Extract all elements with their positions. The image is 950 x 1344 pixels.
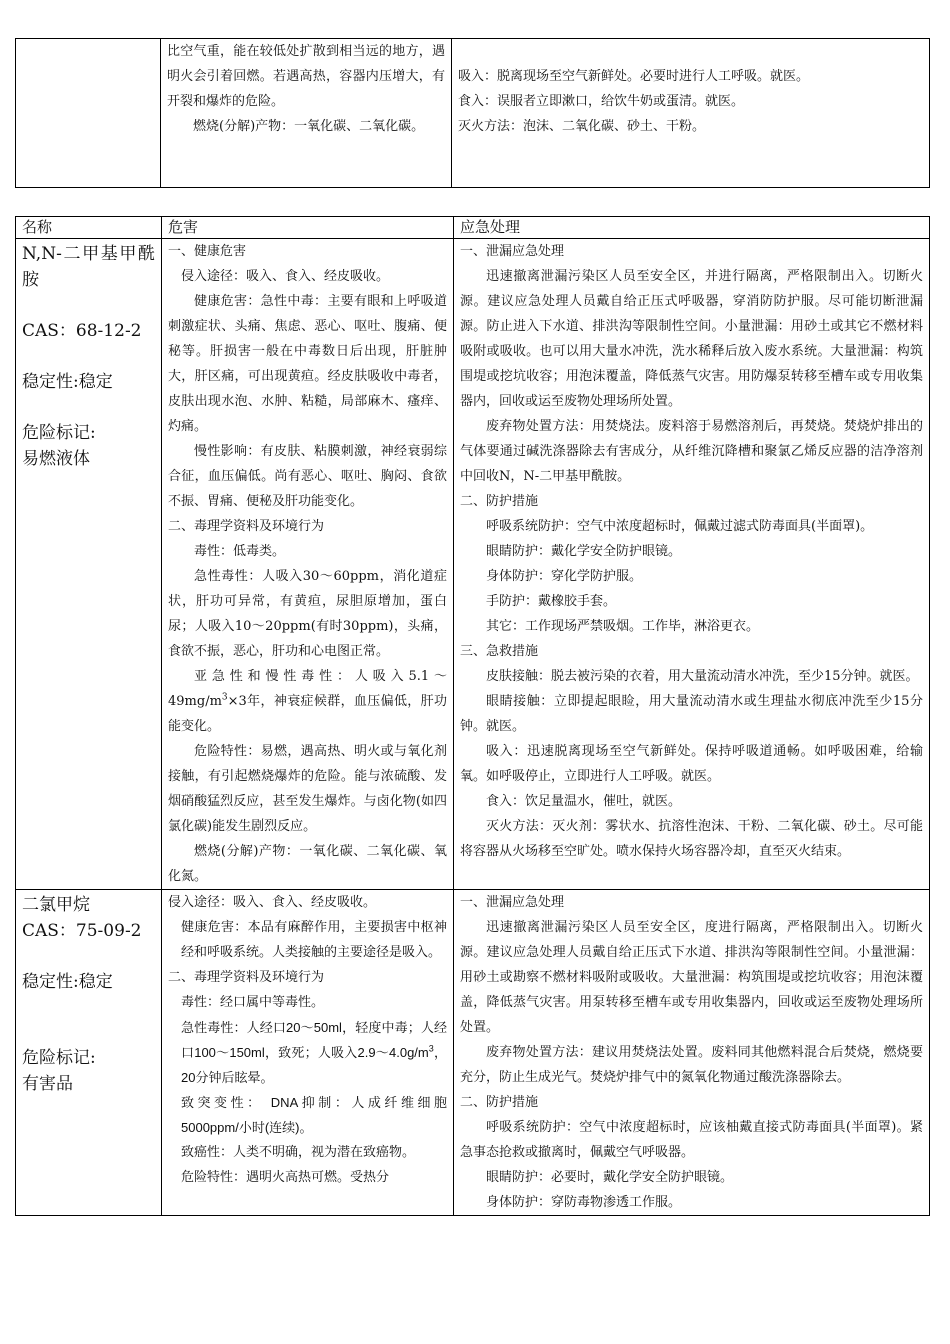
section-heading: 一、健康危害 [168,244,247,259]
hazard-text: 燃烧(分解)产物：一氧化碳、二氧化碳、氧化氮。 [168,844,447,884]
hazard-text: 危险特性：易燃，遇高热、明火或与氧化剂接触，有引起燃烧爆炸的危险。能与浓硫酸、发烟硝酸猛烈反应，甚至发生爆炸。与卤化物(如四氯化碳)能发生剧烈反应。 [168,744,447,834]
cas-number: CAS：68-12-2 [22,321,142,341]
response-text: 皮肤接触：脱去被污染的衣着，用大量流动清水冲洗，至少15分钟。就医。 [486,669,919,684]
chemical-name: N,N-二甲基甲酰胺 [22,244,155,290]
section-heading: 二、防护措施 [460,1095,539,1110]
response-text: 灭火方法：泡沫、二氧化碳、砂土、干粉。 [458,119,706,134]
hazard-label: 危险标记: [22,423,96,443]
table-row [16,890,930,1216]
table-header-row [16,217,930,239]
section-heading: 三、急救措施 [460,644,539,659]
hazard-class: 有害品 [22,1074,73,1094]
hazard-text: 危险特性：遇明火高热可燃。受热分 [181,1170,390,1185]
response-text: 废弃物处置方法：用焚烧法。废料溶于易燃溶剂后，再焚烧。焚烧炉排出的气体要通过碱洗涤器除去有害成分，从纤维沉降槽和聚氯乙烯反应器的洁净溶剂中回收N，N-二甲基甲酰胺。 [460,419,923,484]
hazard-text: 侵入途径：吸入、食入、经皮吸收。 [181,269,390,284]
hazard-text: 致癌性：人类不明确，视为潜在致癌物。 [181,1145,416,1160]
hazard-text: 急性毒性：人经口20～50ml，轻度中毒；人经口100～150ml，致死；人吸入$2.9\sim 4.0g/m^3$，20分钟后眩晕。 [181,1020,447,1085]
hazard-text: 健康危害：急性中毒：主要有眼和上呼吸道刺激症状、头痛、焦虑、恶心、呕吐、腹痛、便秘等。肝损害一般在中毒数日后出现，肝脏肿大，肝区痛，可出现黄疸。经皮肤吸收中毒者，皮肤出现水泡、水肿、粘糙，局部麻木、瘙痒、灼痛。 [168,294,447,434]
response-text: 手防护：戴橡胶手套。 [486,594,617,609]
section-heading: 二、防护措施 [460,494,539,509]
response-text: 身体防护：穿防毒物渗透工作服。 [486,1195,682,1210]
chemical-name-cell [16,890,162,1216]
response-cell [454,239,930,890]
response-text: 废弃物处置方法：建议用焚烧法处置。废料同其他燃料混合后焚烧，燃烧要充分，防止生成光气。焚烧炉排气中的氮氧化物通过酸洗涤器除去。 [460,1045,923,1085]
hazard-label: 危险标记: [22,1048,96,1068]
hazard-text: 亚急性和慢性毒性：人吸入$5.1\sim 49mg/m^3\times 3$年，神衰症候群，血压偏低，肝功能变化。 [168,669,447,734]
response-text: 灭火方法：灭火剂：雾状水、抗溶性泡沫、干粉、二氧化碳、砂土。尽可能将容器从火场移至空旷处。喷水保持火场容器冷却，直至灭火结束。 [460,819,923,859]
hazard-cell [162,239,454,890]
hazard-text: 慢性影响：有皮肤、粘膜刺激，神经衰弱综合征，血压偏低。尚有恶心、呕吐、胸闷、食欲不振、胃痛、便秘及肝功能变化。 [168,444,447,509]
response-text: 吸入：迅速脱离现场至空气新鲜处。保持呼吸道通畅。如呼吸困难，给输氧。如呼吸停止，立即进行人工呼吸。就医。 [460,744,923,784]
section-heading: 二、毒理学资料及环境行为 [168,970,325,985]
hazard-text: 燃烧(分解)产物：一氧化碳、二氧化碳。 [193,119,425,134]
section-heading: 一、泄漏应急处理 [460,244,565,259]
response-text: 其它：工作现场严禁吸烟。工作毕，淋浴更衣。 [486,619,760,634]
response-text: 身体防护：穿化学防护服。 [486,569,643,584]
hazard-text: 急性毒性：人吸入30～60ppm，消化道症状，肝功可异常，有黄疸，尿胆原增加，蛋白尿；人吸入10～20ppm(有时30ppm)，头痛，食欲不振，恶心，肝功和心电图正常。 [168,569,447,659]
response-text: 呼吸系统防护：空气中浓度超标时，佩戴过滤式防毒面具(半面罩)。 [486,519,874,534]
chemical-name-cell [16,239,162,890]
hazard-text: 致突变性： DNA抑制：人成纤维细胞5000ppm/小时(连续)。 [181,1095,447,1135]
response-text: 食入：饮足量温水，催吐，就医。 [486,794,682,809]
chemical-safety-table [15,216,930,1216]
response-text: 呼吸系统防护：空气中浓度超标时，应该柚戴直接式防毒面具(半面罩)。紧急事态抢救或撤离时，佩戴空气呼吸器。 [460,1120,923,1160]
response-text: 吸入：脱离现场至空气新鲜处。必要时进行人工呼吸。就医。 [458,69,810,84]
stability: 稳定性:稳定 [22,972,113,992]
section-heading: 一、泄漏应急处理 [460,895,565,910]
response-cell [452,39,930,188]
hazard-cell [161,39,452,188]
table-row [16,39,930,188]
hazard-text: 比空气重，能在较低处扩散到相当远的地方，遇明火会引着回燃。若遇高热，容器内压增大，有开裂和爆炸的危险。 [167,44,445,109]
section-heading: 二、毒理学资料及环境行为 [168,519,325,534]
response-text: 眼睛防护：戴化学安全防护眼镜。 [486,544,682,559]
response-text: 眼睛接触：立即提起眼睑，用大量流动清水或生理盐水彻底冲洗至少15分钟。就医。 [460,694,923,734]
header-hazard: 危害 [162,217,454,239]
name-cell [16,39,161,188]
response-text: 迅速撤离泄漏污染区人员至安全区，并进行隔离，严格限制出入。切断火源。建议应急处理人员戴自给正压式呼吸器，穿消防防护服。尽可能切断泄漏源。防止进入下水道、排洪沟等限制性空间。小量泄漏：用砂土或其它不燃材料吸附或吸收。也可以用大量水冲洗，洗水稀释后放入废水系统。大量泄漏：构筑围堤或挖坑收容；用泡沫覆盖，降低蒸气灾害。用防爆泵转移至槽车或专用收集器内，回收或运至废物处理场所处置。 [460,269,923,409]
table-row [16,239,930,890]
header-name: 名称 [16,217,162,239]
response-text: 食入：误服者立即漱口，给饮牛奶或蛋清。就医。 [458,94,745,109]
response-cell [454,890,930,1216]
response-text: 迅速撤离泄漏污染区人员至安全区，度进行隔离，严格限制出入。切断火源。建议应急处理人员戴自给正压式下水道、排洪沟等限制性空间。小量泄漏：用砂土或勘察不燃材料吸附或吸收。大量泄漏：构筑围堤或挖坑收容；用泡沫覆盖，降低蒸气灾害。用泵转移至槽车或专用收集器内，回收或运至废物处理场所处置。 [460,920,923,1035]
hazard-text: 健康危害：本品有麻醉作用，主要损害中枢神经和呼吸系统。人类接触的主要途径是吸入。 [181,920,447,960]
continuation-table [15,38,930,188]
hazard-text: 毒性：低毒类。 [194,544,286,559]
stability: 稳定性:稳定 [22,372,113,392]
header-response: 应急处理 [454,217,930,239]
response-text: 眼睛防护：必要时，戴化学安全防护眼镜。 [486,1170,734,1185]
hazard-cell [162,890,454,1216]
hazard-text: 侵入途径：吸入、食入、经皮吸收。 [168,895,377,910]
chemical-name: 二氯甲烷 [22,895,90,915]
cas-number: CAS：75-09-2 [22,921,142,941]
hazard-text: 毒性：经口属中等毒性。 [181,995,325,1010]
hazard-class: 易燃液体 [22,449,90,469]
